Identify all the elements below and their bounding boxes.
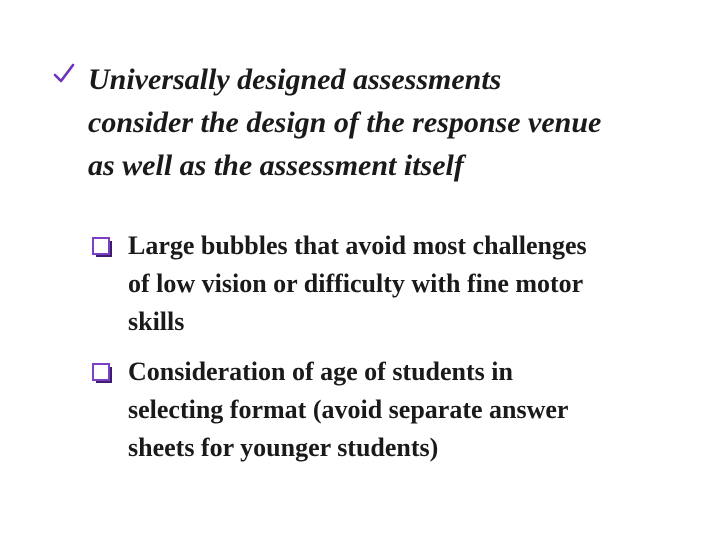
square-bullet-icon	[92, 237, 113, 258]
square-bullet-icon	[92, 363, 113, 384]
sub-bullet-text: Large bubbles that avoid most challenges of low vision or difficulty with fine motor skills	[128, 231, 587, 336]
main-bullet-text: Universally designed assessments consider the design of the response venue as well as the assessment itself	[88, 63, 602, 182]
sub-bullet-text: Consideration of age of students in selecting format (avoid separate answer sheets for younger students)	[128, 357, 569, 462]
checkmark-icon	[52, 62, 76, 86]
